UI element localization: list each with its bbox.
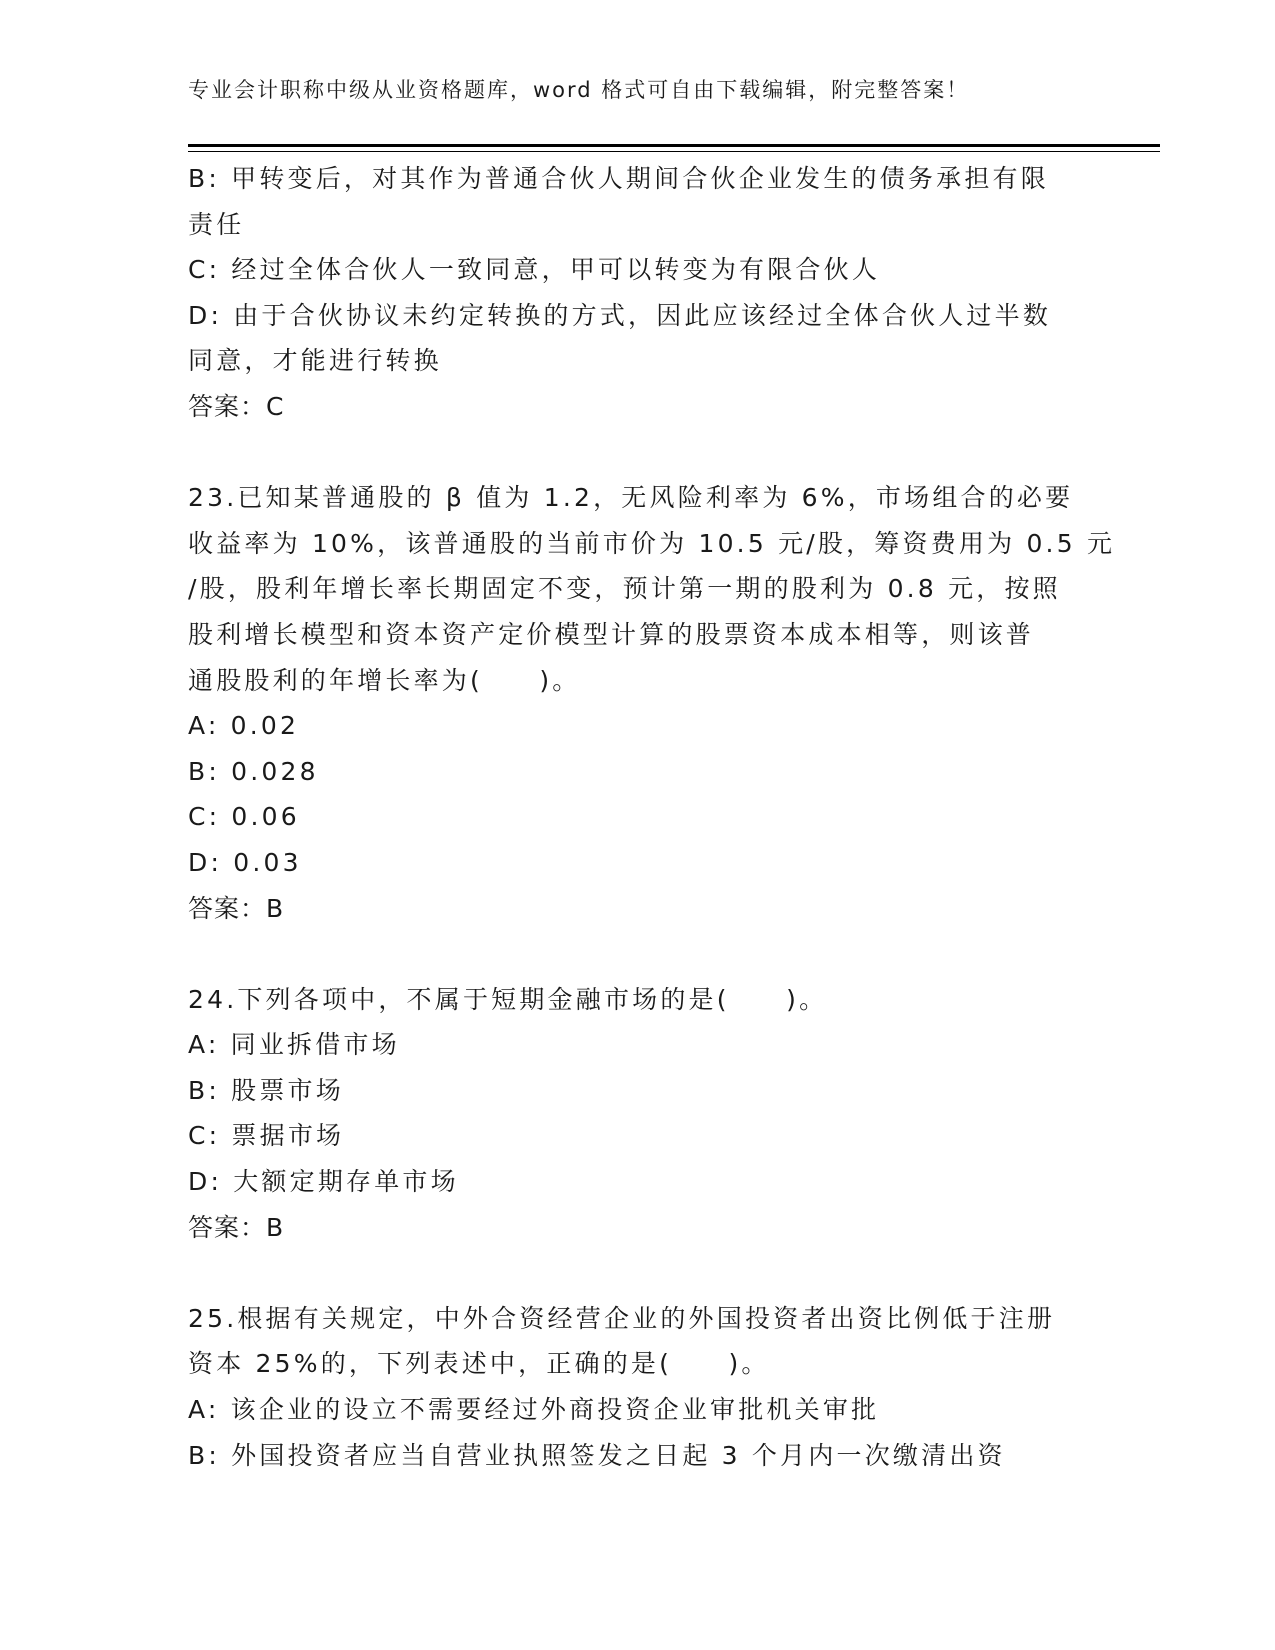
spacer (188, 931, 1088, 977)
q22-answer: 答案：C (188, 391, 285, 421)
q22-option-d-line1: D: 由于合伙协议未约定转换的方式，因此应该经过全体合伙人过半数 (188, 300, 1052, 330)
q23-option-a: A: 0.02 (188, 711, 300, 741)
q22-option-b-line1: B: 甲转变后，对其作为普通合伙人期间合伙企业发生的债务承担有限 (188, 164, 1049, 193)
q22-option-b-line2: 责任 (188, 209, 245, 239)
header-rule-thin (188, 151, 1160, 152)
header-rule-thick (188, 144, 1160, 147)
question-24 (188, 977, 1088, 1251)
q22-option-c: C: 经过全体合伙人一致同意，甲可以转变为有限合伙人 (188, 255, 881, 285)
q22-option-d-line2: 同意，才能进行转换 (188, 346, 442, 376)
q23-stem-line3: /股，股利年增长率长期固定不变，预计第一期的股利为 0.8 元，按照 (188, 574, 1061, 604)
q23-stem-line1: 23.已知某普通股的 β 值为 1.2，无风险利率为 6%，市场组合的必要 (188, 483, 1074, 513)
question-22 (188, 156, 1088, 430)
question-25 (188, 1296, 1088, 1478)
q24-option-d: D: 大额定期存单市场 (188, 1167, 459, 1197)
q23-option-b: B: 0.028 (188, 756, 319, 786)
q24-option-b: B: 股票市场 (188, 1075, 344, 1105)
q24-stem-line1: 24.下列各项中，不属于短期金融市场的是( )。 (188, 984, 828, 1014)
q24-answer: 答案：B (188, 1212, 285, 1242)
q25-option-b: B: 外国投资者应当自营业执照签发之日起 3 个月内一次缴清出资 (188, 1440, 1006, 1470)
q24-option-c: C: 票据市场 (188, 1121, 345, 1151)
q23-stem-line5: 通股股利的年增长率为( )。 (188, 665, 581, 695)
q23-stem-line2: 收益率为 10%，该普通股的当前市价为 10.5 元/股，筹资费用为 0.5 元 (188, 528, 1116, 558)
q23-answer: 答案：B (188, 893, 285, 923)
q25-stem-line1: 25.根据有关规定，中外合资经营企业的外国投资者出资比例低于注册 (188, 1303, 1056, 1333)
q25-stem-line2: 资本 25%的，下列表述中，正确的是( )。 (188, 1349, 770, 1379)
document-body (188, 156, 1116, 1478)
question-23 (188, 475, 1116, 931)
q23-option-d: D: 0.03 (188, 847, 302, 877)
q24-option-a: A: 同业拆借市场 (188, 1030, 400, 1060)
q23-stem-line4: 股利增长模型和资本资产定价模型计算的股票资本成本相等，则该普 (188, 619, 1035, 649)
q23-option-c: C: 0.06 (188, 802, 300, 832)
q25-option-a: A: 该企业的设立不需要经过外商投资企业审批机关审批 (188, 1395, 880, 1425)
spacer (188, 430, 1088, 476)
page-header: 专业会计职称中级从业资格题库，word 格式可自由下载编辑，附完整答案！ (188, 78, 970, 102)
spacer (188, 1250, 1088, 1296)
